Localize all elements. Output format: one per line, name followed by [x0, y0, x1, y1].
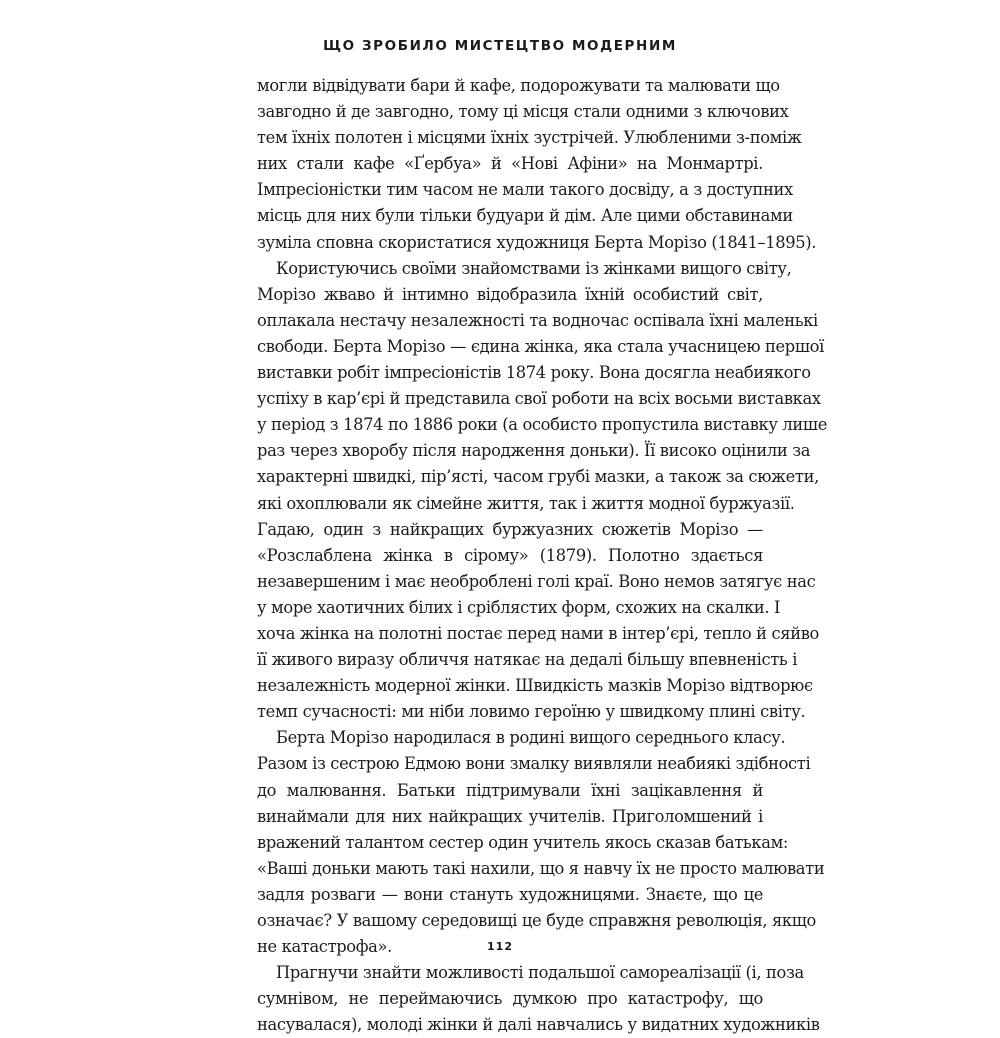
- text-line: незавершеним і має необроблені голі краї. Воно немов затягує нас: [257, 571, 816, 591]
- text-line: означає? У вашому середовищі це буде справжня революція, якщо: [257, 911, 816, 930]
- text-line: які охоплювали як сімейне життя, так і життя модної буржуазії.: [257, 493, 795, 513]
- running-head: ЩО ЗРОБИЛО МИСТЕЦТВО МОДЕРНИМ: [323, 38, 677, 54]
- text-line: винаймали для них найкращих учителів. Приголомшений і: [257, 806, 763, 826]
- text-line: незалежність модерної жінки. Швидкість мазків Морізо відтворює: [257, 676, 813, 696]
- text-line: оплакала нестачу незалежності та водночас оспівала їхні маленькі: [257, 310, 818, 330]
- paragraph: [257, 725, 825, 960]
- paragraph: [257, 256, 827, 726]
- text-line: темп сучасності: ми ніби ловимо героїню у швидкому плині світу.: [257, 702, 806, 722]
- text-line: зуміла сповна скористатися художниця Берта Морізо (1841–1895).: [257, 232, 817, 252]
- text-line: хоча жінка на полотні постає перед нами в інтер’єрі, тепло й сяйво: [257, 623, 819, 643]
- text-line: тем їхніх полотен і місцями їхніх зустрічей. Улюбленими з-поміж: [257, 128, 802, 148]
- text-line: Гадаю, один з найкращих буржуазних сюжетів Морізо —: [257, 519, 763, 539]
- text-line: Прагнучи знайти можливості подальшої самореалізації (і, поза: [276, 963, 804, 983]
- text-line: вражений талантом сестер один учитель якось сказав батькам:: [257, 832, 789, 852]
- text-line: раз через хворобу після народження доньки). Її високо оцінили за: [257, 441, 811, 461]
- text-line: них стали кафе «Ґербуа» й «Нові Афіни» на Монмартрі.: [257, 154, 763, 174]
- text-line: Користуючись своїми знайомствами із жінками вищого світу,: [276, 258, 792, 278]
- paragraph: [257, 73, 817, 256]
- text-line: у море хаотичних білих і сріблястих форм, схожих на скалки. І: [257, 597, 781, 617]
- text-line: «Розслаблена жінка в сірому» (1879). Полотно здається: [257, 545, 763, 565]
- text-line: виставки робіт імпресіоністів 1874 року. Вона досягла неабиякого: [257, 363, 811, 383]
- text-line: задля розваги — вони стануть художницями. Знаєте, що це: [257, 884, 763, 904]
- page-number: 112: [487, 940, 513, 953]
- text-line: у період з 1874 по 1886 роки (а особисто пропустила виставку лише: [257, 415, 827, 435]
- text-line: насувалася), молоді жінки й далі навчались у видатних художників: [257, 1015, 820, 1035]
- text-line: «Ваші доньки мають такі нахили, що я навчу їх не просто малювати: [257, 858, 825, 878]
- text-line: Морізо жваво й інтимно відобразила їхній особистий світ,: [257, 284, 763, 304]
- body-text: [257, 73, 827, 1038]
- text-line: Імпресіоністки тим часом не мали такого досвіду, а з доступних: [257, 180, 793, 200]
- text-line: успіху в кар’єрі й представила свої роботи на всіх восьми виставках: [257, 389, 821, 409]
- text-line: до малювання. Батьки підтримували їхні зацікавлення й: [257, 780, 763, 800]
- text-line: Разом із сестрою Едмою вони змалку виявляли неабиякі здібності: [257, 754, 811, 774]
- text-line: місць для них були тільки будуари й дім. Але цими обставинами: [257, 206, 793, 226]
- text-line: завгодно й де завгодно, тому ці місця стали одними з ключових: [257, 102, 789, 122]
- text-line: Берта Морізо народилася в родині вищого середнього класу.: [276, 728, 786, 748]
- text-line: свободи. Берта Морізо — єдина жінка, яка стала учасницею першої: [257, 336, 824, 356]
- paragraph: [257, 960, 820, 1038]
- text-line: характерні швидкі, пір’ясті, часом грубі мазки, а також за сюжети,: [257, 467, 819, 487]
- text-line: могли відвідувати бари й кафе, подорожувати та малювати що: [257, 76, 780, 95]
- text-line: не катастрофа».: [257, 937, 392, 957]
- text-line: її живого виразу обличчя натякає на дедалі більшу впевненість і: [257, 650, 798, 670]
- text-line: сумнівом, не переймаючись думкою про катастрофу, що: [257, 989, 763, 1009]
